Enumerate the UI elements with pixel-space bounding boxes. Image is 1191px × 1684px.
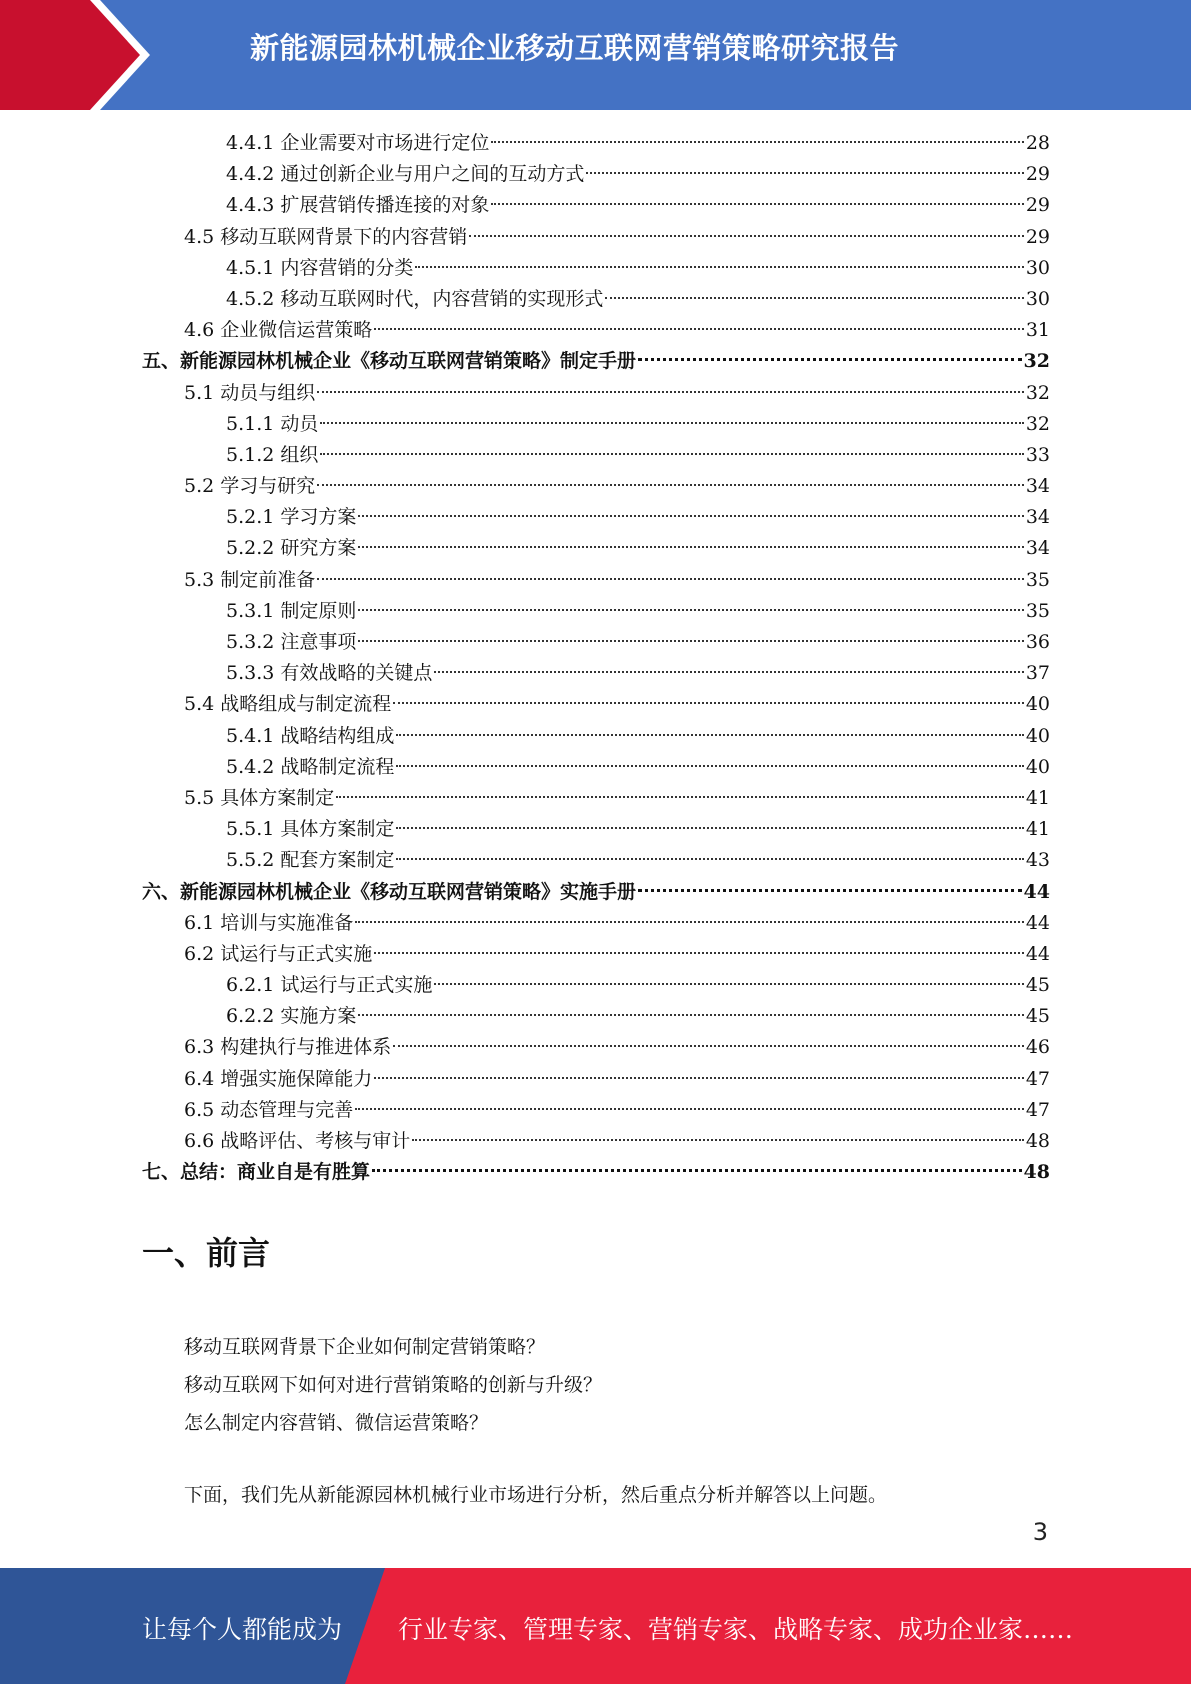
toc-entry-page: 43 [1025,849,1050,872]
toc-entry[interactable] [142,378,1050,409]
toc-leader-dots [393,1045,1024,1047]
page-footer [0,1568,1191,1684]
toc-entry-page: 35 [1025,599,1050,622]
toc-entry[interactable] [142,877,1050,908]
toc-entry-page: 48 [1025,1130,1050,1152]
toc-entry-page: 32 [1025,381,1050,404]
toc-entry-page: 35 [1025,568,1050,591]
toc-entry-label: 4.5.2 移动互联网时代，内容营销的实现形式 [226,287,604,310]
toc-entry-page: 41 [1025,818,1050,841]
toc-entry[interactable] [142,128,1050,159]
question-item: 移动互联网背景下企业如何制定营销策略？ [184,1336,546,1358]
toc-entry[interactable] [142,315,1050,346]
toc-leader-dots [638,889,1022,892]
toc-entry[interactable] [142,565,1050,596]
page-header [0,0,1191,110]
toc-entry-label: 4.6 企业微信运营策略 [184,319,373,342]
toc-entry-page: 48 [1023,1161,1050,1184]
toc-entry-page: 45 [1025,974,1050,997]
toc-entry-label: 6.5 动态管理与完善 [184,1098,354,1121]
toc-entry-label: 4.4.3 扩展营销传播连接的对象 [226,194,490,217]
toc-entry-page: 29 [1025,225,1050,248]
toc-entry[interactable] [142,970,1050,1001]
toc-entry-page: 33 [1025,443,1050,466]
toc-entry[interactable] [142,346,1050,377]
toc-leader-dots [372,1169,1022,1172]
footer-slogan-right: 行业专家、管理专家、营销专家、战略专家、成功企业家…… [398,1615,1074,1644]
toc-leader-dots [491,141,1023,143]
toc-leader-dots [396,765,1023,767]
toc-entry-label: 4.5 移动互联网背景下的内容营销 [184,225,468,248]
toc-leader-dots [396,858,1023,860]
toc-leader-dots [355,921,1024,923]
toc-entry-label: 5.2.1 学习方案 [226,506,357,529]
table-of-contents [142,128,1050,1188]
toc-entry-label: 5.4.2 战略制定流程 [226,755,395,778]
toc-entry-label: 6.2.1 试运行与正式实施 [226,974,433,997]
toc-entry[interactable] [142,533,1050,564]
toc-entry-label: 5.1.2 组织 [226,443,319,466]
toc-entry-page: 32 [1025,412,1050,435]
toc-entry-page: 37 [1025,662,1050,685]
toc-entry-page: 28 [1025,132,1050,154]
toc-entry[interactable] [142,783,1050,814]
toc-entry-page: 40 [1025,724,1050,747]
toc-leader-dots [434,671,1023,673]
page-number: 3 [1032,1518,1048,1546]
toc-entry[interactable] [142,253,1050,284]
toc-entry-label: 六、新能源园林机械企业《移动互联网营销策略》实施手册 [142,880,637,903]
toc-leader-dots [434,983,1023,985]
toc-entry[interactable] [142,596,1050,627]
toc-entry[interactable] [142,1095,1050,1126]
toc-entry-label: 5.1.1 动员 [226,412,319,435]
toc-leader-dots [358,546,1023,548]
toc-entry[interactable] [142,1157,1050,1188]
toc-entry-page: 46 [1025,1036,1050,1059]
toc-leader-dots [374,1077,1024,1079]
toc-leader-dots [374,952,1024,954]
toc-leader-dots [320,453,1023,455]
toc-entry-label: 5.3 制定前准备 [184,568,316,591]
toc-leader-dots [491,203,1023,205]
toc-entry-label: 6.4 增强实施保障能力 [184,1067,373,1090]
toc-entry-page: 29 [1025,163,1050,186]
toc-entry-label: 4.4.2 通过创新企业与用户之间的互动方式 [226,163,585,186]
toc-entry-label: 七、总结：商业自是有胜算 [142,1161,371,1184]
toc-leader-dots [358,609,1023,611]
document-title: 新能源园林机械企业移动互联网营销策略研究报告 [250,31,900,65]
toc-leader-dots [469,235,1024,237]
toc-entry-label: 五、新能源园林机械企业《移动互联网营销策略》制定手册 [142,350,637,373]
toc-entry-label: 4.4.1 企业需要对市场进行定位 [226,132,490,154]
toc-entry[interactable] [142,222,1050,253]
question-item: 怎么制定内容营销、微信运营策略？ [184,1412,489,1434]
toc-entry-page: 34 [1025,537,1050,560]
toc-entry-page: 36 [1025,631,1050,653]
toc-entry[interactable] [142,1032,1050,1063]
toc-entry[interactable] [142,1126,1050,1157]
toc-entry-page: 44 [1025,911,1050,934]
toc-entry[interactable] [142,159,1050,190]
toc-entry[interactable] [142,1001,1050,1032]
toc-entry-page: 44 [1023,880,1050,903]
toc-leader-dots [355,1108,1024,1110]
toc-entry[interactable] [142,190,1050,221]
toc-entry-page: 29 [1025,194,1050,217]
toc-entry-label: 6.2.2 实施方案 [226,1005,357,1028]
toc-entry[interactable] [142,721,1050,752]
toc-entry[interactable] [142,627,1050,658]
toc-entry-label: 6.3 构建执行与推进体系 [184,1036,392,1059]
question-item: 移动互联网下如何对进行营销策略的创新与升级？ [184,1374,603,1396]
toc-leader-dots [638,358,1022,361]
toc-entry-label: 5.2 学习与研究 [184,475,316,498]
toc-entry[interactable] [142,502,1050,533]
toc-entry-page: 30 [1025,256,1050,279]
question-list [184,1328,602,1442]
toc-entry-page: 30 [1025,287,1050,310]
toc-entry[interactable] [142,845,1050,876]
header-arrow-decoration [0,0,160,110]
toc-entry-label: 5.2.2 研究方案 [226,537,357,560]
toc-entry-page: 41 [1025,786,1050,809]
toc-leader-dots [374,328,1024,330]
toc-entry-label: 4.5.1 内容营销的分类 [226,256,414,279]
toc-leader-dots [317,391,1024,393]
toc-entry-label: 5.5 具体方案制定 [184,786,335,809]
toc-leader-dots [396,827,1023,829]
toc-leader-dots [393,702,1024,704]
toc-leader-dots [317,578,1024,580]
toc-entry[interactable] [142,1064,1050,1095]
toc-entry-page: 34 [1025,506,1050,529]
toc-entry[interactable] [142,752,1050,783]
toc-entry-page: 40 [1025,755,1050,778]
toc-leader-dots [396,734,1023,736]
toc-entry-page: 40 [1025,693,1050,716]
toc-leader-dots [336,796,1024,798]
footer-slogan-left: 让每个人都能成为 [142,1615,343,1644]
toc-leader-dots [605,297,1023,299]
toc-entry[interactable] [142,939,1050,970]
toc-entry-page: 32 [1023,350,1050,373]
toc-leader-dots [358,1014,1023,1016]
section-heading: 一、前言 [142,1234,271,1272]
toc-entry[interactable] [142,814,1050,845]
toc-entry-label: 5.1 动员与组织 [184,381,316,404]
toc-entry-label: 5.5.1 具体方案制定 [226,818,395,841]
toc-entry-label: 5.4.1 战略结构组成 [226,724,395,747]
toc-entry-label: 6.1 培训与实施准备 [184,911,354,934]
toc-entry-label: 5.3.1 制定原则 [226,599,357,622]
toc-leader-dots [317,484,1024,486]
toc-leader-dots [415,266,1023,268]
toc-leader-dots [358,640,1023,642]
toc-entry-label: 5.3.3 有效战略的关键点 [226,662,433,685]
toc-entry[interactable] [142,409,1050,440]
toc-leader-dots [586,172,1023,174]
toc-entry-page: 44 [1025,942,1050,965]
toc-entry-label: 5.5.2 配套方案制定 [226,849,395,872]
toc-entry[interactable] [142,908,1050,939]
toc-entry-page: 47 [1025,1067,1050,1090]
toc-entry[interactable] [142,284,1050,315]
toc-leader-dots [320,422,1023,424]
toc-entry-page: 47 [1025,1098,1050,1121]
toc-entry-page: 31 [1025,319,1050,342]
toc-entry-label: 5.4 战略组成与制定流程 [184,693,392,716]
toc-entry-label: 5.3.2 注意事项 [226,631,357,653]
intro-paragraph: 下面，我们先从新能源园林机械行业市场进行分析，然后重点分析并解答以上问题。 [184,1484,888,1506]
toc-entry[interactable] [142,689,1050,720]
toc-entry-label: 6.6 战略评估、考核与审计 [184,1130,411,1152]
toc-entry[interactable] [142,440,1050,471]
toc-entry-page: 34 [1025,475,1050,498]
toc-entry[interactable] [142,658,1050,689]
toc-leader-dots [358,515,1023,517]
toc-entry[interactable] [142,471,1050,502]
toc-entry-label: 6.2 试运行与正式实施 [184,942,373,965]
toc-leader-dots [412,1139,1024,1141]
toc-entry-page: 45 [1025,1005,1050,1028]
